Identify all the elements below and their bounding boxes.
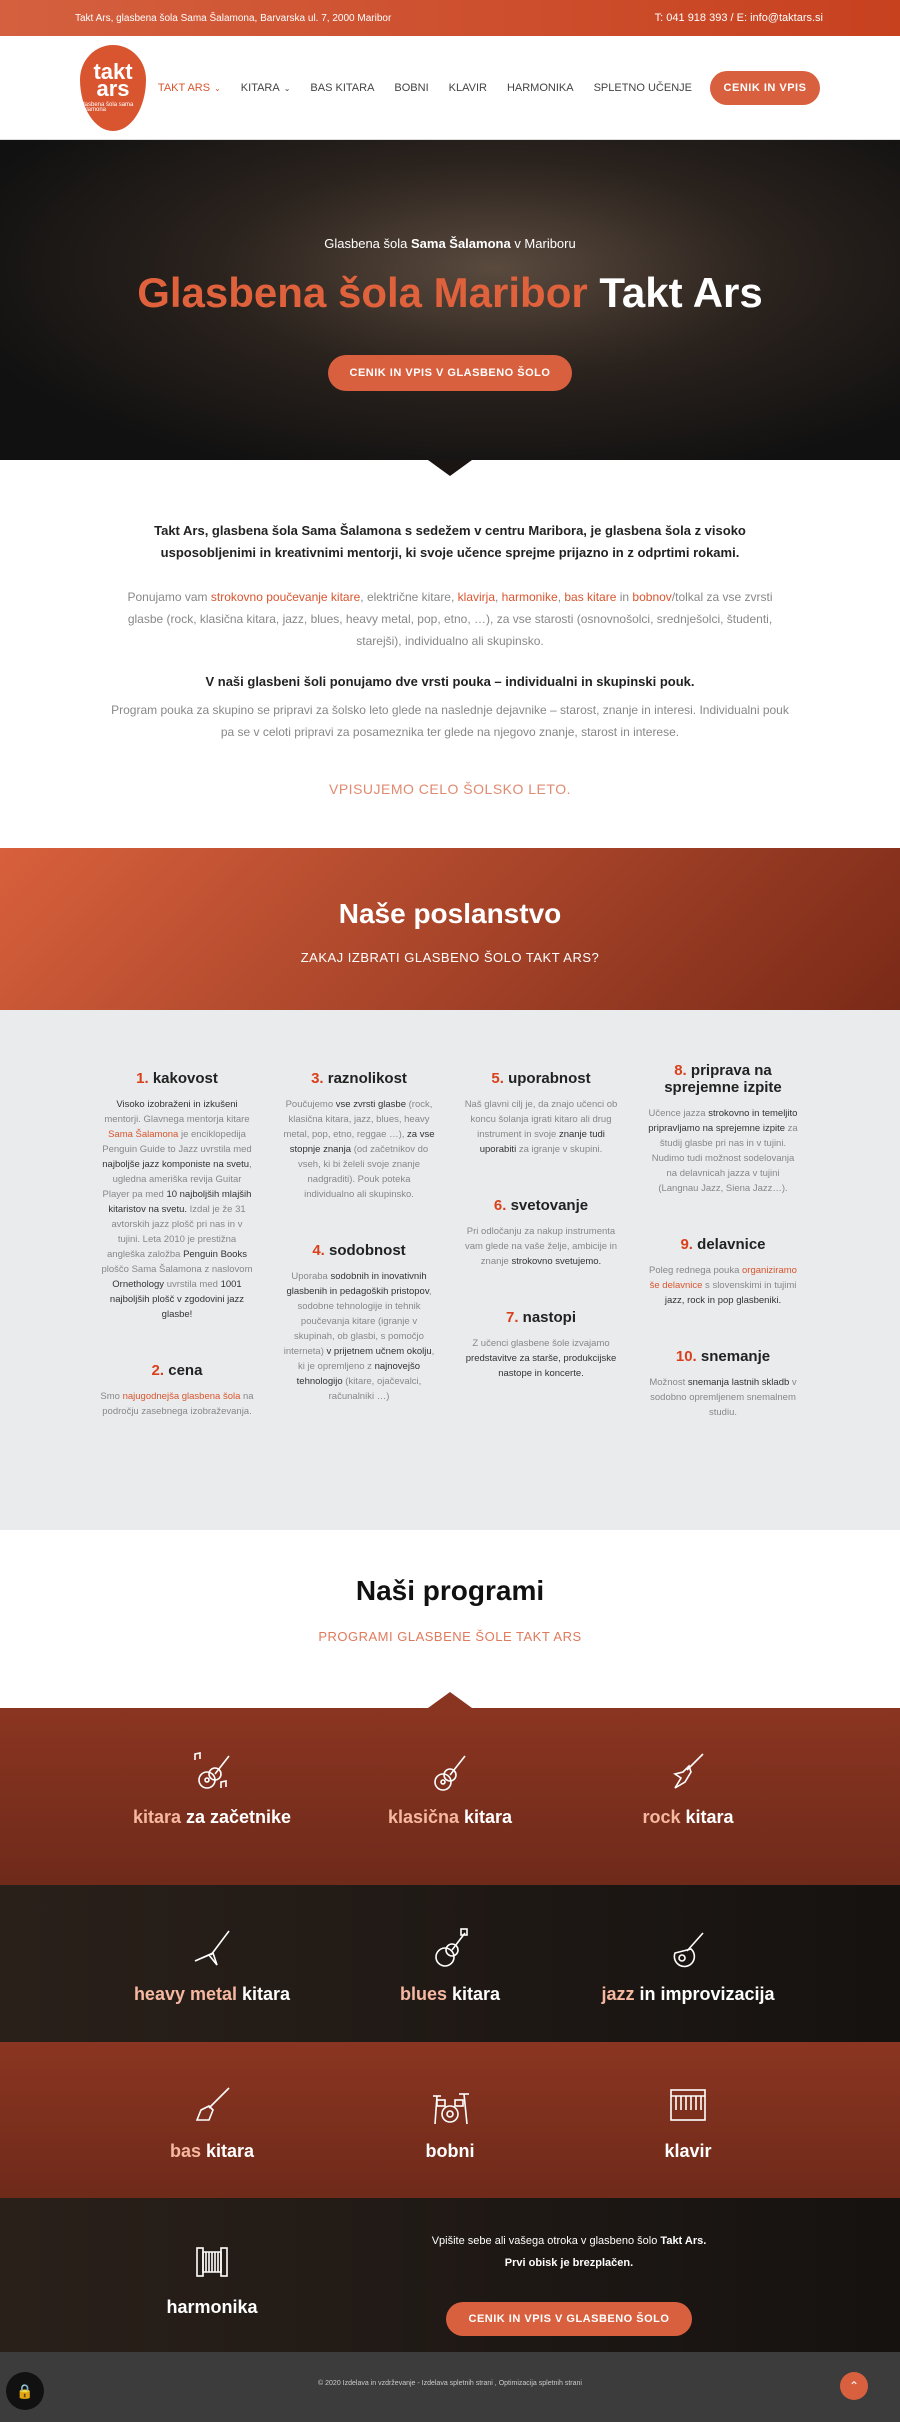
feature-text xyxy=(464,1224,618,1269)
cta-line-2: Prvi obisk je brezplačen. xyxy=(504,2257,634,2269)
program-label xyxy=(93,1984,331,2005)
flying-v-guitar-icon xyxy=(189,1958,235,1975)
footer-text: © 2020 Izdelava in vzdrževanje - Izdelava spletnih strani , Optimizacija spletnih strani xyxy=(318,2380,582,2387)
text-segment: za vse stopnje znanja xyxy=(289,1129,435,1155)
programs-subtitle: PROGRAMI GLASBENE ŠOLE TAKT ARS xyxy=(318,1629,582,1644)
text-segment: Poleg rednega pouka xyxy=(649,1265,743,1276)
feature-item xyxy=(100,1362,254,1419)
feature-title-text: delavnice xyxy=(697,1236,766,1253)
logo[interactable] xyxy=(80,45,146,131)
text-segment: za študij glasbe pri nas in v tujini. Nudimo tudi možnost sodelovanja na delavnicah jazza v tujini (Langnau Jazz, Siena Jazz…). xyxy=(651,1123,798,1194)
lock-icon[interactable]: 🔒 xyxy=(6,2372,44,2410)
text-segment: 1001 najboljših plošč v zgodovini jazz glasbe! xyxy=(109,1279,245,1320)
text-segment: (osnovnošolci, srednješolci, študenti, starejši), xyxy=(356,612,773,648)
feature-title-text: sodobnost xyxy=(329,1242,406,1259)
hero-title-white: Takt Ars xyxy=(599,269,763,316)
feature-title-text: kakovost xyxy=(152,1070,218,1087)
program-card-jazz-in-improvizacija[interactable] xyxy=(569,1885,807,2042)
text-segment: za vse zvrsti glasbe xyxy=(127,590,773,626)
program-label-text: za začetnike xyxy=(180,1807,292,1827)
program-label xyxy=(93,1807,331,1828)
program-label-highlight: kitara xyxy=(132,1807,181,1827)
programs-title: Naši programi xyxy=(355,1575,545,1606)
program-label-highlight: jazz xyxy=(601,1984,635,2004)
blues-guitar-icon xyxy=(427,1958,473,1975)
feature-text xyxy=(464,1336,618,1381)
logo-text: ars xyxy=(96,76,130,102)
acoustic-guitar-notes-icon xyxy=(189,1781,235,1798)
nav-item-bobni[interactable] xyxy=(394,82,428,94)
feature-text xyxy=(646,1375,800,1420)
accordion-icon xyxy=(189,2271,235,2288)
feature-column xyxy=(100,1070,254,1530)
text-segment: znanje tudi uporabiti xyxy=(479,1129,605,1155)
text-segment: Izdal je že 31 avtorskih jazz plošč pri nas in v tujini. Leta 2010 je prestižna angleška založba xyxy=(107,1204,246,1260)
features-section xyxy=(0,1010,900,1530)
cta-text: Vpišite sebe ali vašega otroka v glasbeno šolo xyxy=(431,2235,661,2247)
program-label xyxy=(569,1984,807,2005)
feature-text xyxy=(646,1106,800,1196)
program-label-highlight: klasična xyxy=(387,1807,459,1827)
electric-guitar-icon xyxy=(665,1781,711,1798)
text-segment: na področju zasebnega izobraževanja. xyxy=(102,1391,254,1417)
cta-enroll-button[interactable]: CENIK IN VPIS V GLASBENO ŠOLO xyxy=(446,2302,692,2336)
text-segment: v sodobno opremljenem snemalnem studiu. xyxy=(650,1377,797,1418)
programs-row xyxy=(0,1708,900,1885)
program-label xyxy=(331,1984,569,2005)
text-segment: individualno ali skupinsko xyxy=(404,634,541,648)
feature-item xyxy=(464,1070,618,1157)
nav-item-label: KITARA xyxy=(240,81,280,94)
cta-bold: Takt Ars. xyxy=(660,2235,707,2247)
program-label xyxy=(569,2141,807,2162)
pricing-enroll-button[interactable]: CENIK IN VPIS xyxy=(710,71,820,105)
text-link[interactable]: klavirja xyxy=(457,590,495,604)
program-label-text: kitara xyxy=(680,1807,734,1827)
text-segment: vse zvrsti glasbe xyxy=(335,1099,406,1110)
program-label-highlight: rock xyxy=(642,1807,681,1827)
text-segment: ploščo Sama Šalamona z naslovom xyxy=(101,1264,253,1275)
feature-title xyxy=(464,1070,618,1087)
mission-title: Naše poslanstvo xyxy=(338,898,562,929)
enroll-cta xyxy=(331,2198,807,2352)
program-card-bas-kitara[interactable] xyxy=(93,2042,331,2198)
feature-title xyxy=(464,1197,618,1214)
feature-title-text: snemanje xyxy=(700,1348,771,1365)
feature-item xyxy=(464,1309,618,1381)
feature-number: 2. xyxy=(151,1362,165,1379)
intro-offer xyxy=(110,586,790,652)
feature-title xyxy=(464,1309,618,1326)
nav-item-label: KLAVIR xyxy=(448,81,487,94)
feature-text xyxy=(282,1097,436,1202)
program-label xyxy=(331,2141,569,2162)
text-segment: najboljše jazz komponiste na svetu xyxy=(102,1159,250,1170)
text-link[interactable]: harmonike xyxy=(501,590,558,604)
feature-item xyxy=(646,1062,800,1196)
enroll-notice: VPISUJEMO CELO ŠOLSKO LETO. xyxy=(329,781,571,797)
intro-lesson-types: V naši glasbeni šoli ponujamo dve vrsti pouka – individualni in skupinski pouk. xyxy=(205,674,695,689)
logo-tagline: glasbena šola sama šalamona xyxy=(80,101,134,113)
feature-title xyxy=(100,1362,254,1379)
feature-column xyxy=(464,1070,618,1530)
text-segment: sodobnih in inovativnih glasbenih in pedagoških pristopov xyxy=(286,1271,429,1297)
program-label-text: kitara xyxy=(200,2141,255,2161)
text-segment: strokovno in temeljito pripravljamo na sprejemne izpite xyxy=(648,1108,798,1134)
text-segment: s slovenskimi in tujimi xyxy=(702,1280,797,1291)
text-segment: , xyxy=(495,590,502,604)
text-segment: Naš glavni cilj je, da znajo učenci ob koncu šolanja igrati kitaro ali drug instrument in svoje xyxy=(464,1099,618,1140)
hero xyxy=(0,140,900,460)
text-segment: jazz, rock in pop glasbeniki. xyxy=(664,1295,782,1306)
text-segment: , ugledna ameriška revija Guitar Player pa med xyxy=(102,1159,252,1200)
text-link[interactable]: organiziramo še delavnice xyxy=(649,1265,797,1291)
nav-item-takt-ars[interactable] xyxy=(158,82,221,94)
hero-subtitle-bold: Sama Šalamona xyxy=(410,236,511,251)
text-link[interactable]: bobnov xyxy=(632,590,672,604)
hero-subtitle xyxy=(0,140,900,251)
text-segment: (rock, klasična kitara, jazz, blues, heavy metal, pop, etno, …), xyxy=(163,612,497,626)
program-label-highlight: bas xyxy=(169,2141,201,2161)
feature-number: 8. xyxy=(674,1062,687,1079)
text-segment: , sodobne tehnologije in tehnik poučevanja kitare (igranje v skupinah, ob glasbi, s pomočjo interneta) xyxy=(283,1286,432,1357)
text-segment: strokovno svetujemo. xyxy=(511,1256,602,1267)
program-label-text: bobni xyxy=(425,2141,475,2161)
feature-text xyxy=(100,1097,254,1322)
text-segment: Možnost xyxy=(649,1377,688,1388)
hero-enroll-button[interactable]: CENIK IN VPIS V GLASBENO ŠOLO xyxy=(328,355,572,391)
program-label-text: kitara xyxy=(459,1807,513,1827)
feature-title-text: uporabnost xyxy=(508,1070,591,1087)
intro-program: Program pouka za skupino se pripravi za šolsko leto glede na naslednje dejavnike – starost, znanje in interesi. Individualni pouk pa se v celoti pripravi za posameznika ter glede na njegovo znanje, starost in interese. xyxy=(111,703,789,739)
top-bar xyxy=(0,0,900,36)
text-segment: 10 najboljših mlajših kitaristov na svetu. xyxy=(108,1189,252,1215)
program-label-text: kitara xyxy=(237,1984,291,2004)
feature-title-text: svetovanje xyxy=(510,1197,589,1214)
feature-title xyxy=(646,1236,800,1253)
piano-icon xyxy=(665,2115,711,2132)
feature-title-text: nastopi xyxy=(522,1309,577,1326)
mission-subtitle: ZAKAJ IZBRATI GLASBENO ŠOLO TAKT ARS? xyxy=(300,950,600,965)
nav-item-klavir[interactable] xyxy=(449,82,487,94)
nav-item-kitara[interactable] xyxy=(241,82,291,94)
address-text: Takt Ars, glasbena šola Sama Šalamona, Barvarska ul. 7, 2000 Maribor xyxy=(75,12,392,24)
text-segment: , xyxy=(557,590,565,604)
nav-item-label: TAKT ARS xyxy=(157,81,211,94)
feature-number: 9. xyxy=(680,1236,693,1253)
classical-guitar-icon xyxy=(427,1781,473,1798)
text-segment: je enciklopedija Penguin Guide to Jazz uvrstila med xyxy=(102,1129,252,1155)
contact-text[interactable]: T: 041 918 393 / E: info@taktars.si xyxy=(654,12,823,24)
feature-text xyxy=(100,1389,254,1419)
program-label xyxy=(93,2297,331,2318)
feature-item xyxy=(282,1070,436,1202)
text-segment: Uporaba xyxy=(291,1271,331,1282)
nav-item-bas-kitara[interactable] xyxy=(310,82,374,94)
text-link[interactable]: najugodnejša glasbena šola xyxy=(122,1391,241,1402)
main-nav xyxy=(158,82,692,94)
text-segment: Učence jazza xyxy=(648,1108,709,1119)
program-card-rock-kitara[interactable] xyxy=(569,1708,807,1885)
program-card-klavir[interactable] xyxy=(569,2042,807,2198)
text-segment: Poučujemo xyxy=(285,1099,336,1110)
program-card-klasična-kitara[interactable] xyxy=(331,1708,569,1885)
program-label xyxy=(569,1807,807,1828)
feature-title-text: raznolikost xyxy=(327,1070,407,1087)
text-segment: Ponujamo vam xyxy=(127,590,211,604)
text-segment: . xyxy=(540,634,544,648)
feature-item xyxy=(464,1197,618,1269)
programs-header xyxy=(0,1530,900,1708)
program-label-text: kitara xyxy=(446,1984,501,2004)
programs-grid xyxy=(0,1708,900,2352)
nav-item-harmonika[interactable] xyxy=(507,82,574,94)
nav-item-label: BAS KITARA xyxy=(310,81,375,94)
feature-item xyxy=(646,1236,800,1308)
feature-item xyxy=(282,1242,436,1404)
program-label-highlight: blues xyxy=(399,1984,447,2004)
program-card-kitara-za-začetnike[interactable] xyxy=(93,1708,331,1885)
program-label-text: harmonika xyxy=(166,2297,258,2317)
intro-lead: Takt Ars, glasbena šola Sama Šalamona s sedežem v centru Maribora, je glasbena šola z visoko usposobljenimi in kreativnimi mentorji, ki svoje učence sprejme prijazno in z odprtimi rokami. xyxy=(154,523,746,560)
feature-title-text: priprava na sprejemne izpite xyxy=(664,1062,782,1096)
text-segment: Smo xyxy=(100,1391,123,1402)
feature-number: 6. xyxy=(493,1197,507,1214)
text-link[interactable]: Sama Šalamona xyxy=(108,1129,179,1140)
nav-item-spletno-učenje[interactable] xyxy=(594,82,692,94)
feature-text xyxy=(282,1269,436,1404)
feature-number: 4. xyxy=(312,1242,325,1259)
program-label-text: in improvizacija xyxy=(634,1984,775,2004)
text-segment: , ki je opremljeno z xyxy=(298,1346,435,1372)
program-label-text: klavir xyxy=(664,2141,712,2161)
chevron-up-icon: ⌃ xyxy=(848,2379,860,2393)
text-segment: uvrstila med xyxy=(164,1279,221,1290)
text-link[interactable]: bas kitare xyxy=(564,590,617,604)
program-label-highlight: heavy metal xyxy=(133,1984,237,2004)
text-segment: Pri odločanju za nakup instrumenta vam glede na vaše želje, ambicije in znanje xyxy=(464,1226,618,1267)
feature-title xyxy=(646,1348,800,1365)
hero-title xyxy=(0,269,900,317)
programs-row xyxy=(0,1885,900,2042)
feature-number: 3. xyxy=(311,1070,324,1087)
text-segment: mentorji. Glavnega mentorja kitare xyxy=(104,1114,250,1125)
text-segment: Visoko izobraženi in izkušeni xyxy=(116,1099,238,1110)
text-segment: , električne kitare, xyxy=(360,590,458,604)
text-segment: Z učenci glasbene šole izvajamo xyxy=(472,1338,610,1349)
feature-number: 1. xyxy=(136,1070,149,1087)
feature-number: 5. xyxy=(491,1070,504,1087)
feature-title-text: cena xyxy=(168,1362,203,1379)
text-segment: (od začetnikov do vseh, ki bi želeli svoje znanje nadgraditi). Pouk poteka individualno ali skupinsko. xyxy=(298,1144,429,1200)
program-card-blues-kitara[interactable] xyxy=(331,1885,569,2042)
text-segment: (rock, klasična kitara, jazz, blues, heavy metal, pop, etno, reggae …), xyxy=(283,1099,433,1140)
program-label xyxy=(331,1807,569,1828)
text-segment: Ornethology xyxy=(112,1279,165,1290)
feature-title xyxy=(646,1062,800,1096)
bass-guitar-icon xyxy=(189,2115,235,2132)
feature-title xyxy=(282,1242,436,1259)
nav-item-label: HARMONIKA xyxy=(506,81,574,94)
hero-subtitle-text: Glasbena šola xyxy=(324,236,411,251)
feature-column xyxy=(646,1062,800,1530)
program-card-heavy metal-kitara[interactable] xyxy=(93,1885,331,2042)
hero-title-orange: Glasbena šola Maribor xyxy=(137,269,588,316)
text-segment: Penguin Books xyxy=(183,1249,247,1260)
text-segment: predstavitve za starše, produkcijske nastope in koncerte. xyxy=(465,1353,617,1379)
feature-title xyxy=(100,1070,254,1087)
text-link[interactable]: strokovno poučevanje kitare xyxy=(210,590,361,604)
feature-number: 7. xyxy=(505,1309,519,1326)
program-label xyxy=(93,2141,331,2162)
chevron-down-icon: ⌄ xyxy=(283,83,291,93)
text-segment: /tolkal xyxy=(671,590,707,604)
site-header xyxy=(0,36,900,140)
programs-row xyxy=(0,2198,900,2352)
text-segment: in xyxy=(616,590,633,604)
programs-row xyxy=(0,2042,900,2198)
text-segment: najnovejšo tehnologijo xyxy=(296,1361,420,1387)
mission-section xyxy=(0,848,900,1010)
feature-number: 10. xyxy=(675,1348,697,1365)
hero-subtitle-text: v Mariboru xyxy=(510,236,576,251)
feature-text xyxy=(646,1263,800,1308)
text-segment: snemanja lastnih skladb xyxy=(687,1377,790,1388)
scroll-to-top-button[interactable] xyxy=(840,2372,868,2400)
feature-item xyxy=(646,1348,800,1420)
footer xyxy=(0,2352,900,2422)
feature-text xyxy=(464,1097,618,1157)
program-card-harmonika[interactable] xyxy=(93,2198,331,2352)
feature-title xyxy=(282,1070,436,1087)
text-segment: v prijetnem učnem okolju xyxy=(326,1346,432,1357)
feature-item xyxy=(100,1070,254,1322)
section-arrow xyxy=(428,1692,472,1708)
text-segment: (kitare, ojačevalci, računalniki …) xyxy=(328,1376,422,1402)
text-segment: za vse starosti xyxy=(496,612,574,626)
program-card-bobni[interactable] xyxy=(331,2042,569,2198)
cta-line-1 xyxy=(331,2230,807,2252)
logo-text: takt xyxy=(93,58,133,84)
drums-icon xyxy=(427,2115,473,2132)
jazz-guitar-icon xyxy=(665,1958,711,1975)
chevron-down-icon: ⌄ xyxy=(214,83,221,93)
intro-section xyxy=(0,460,900,848)
nav-item-label: BOBNI xyxy=(394,81,429,94)
feature-column xyxy=(282,1070,436,1530)
text-segment: za igranje v skupini. xyxy=(516,1144,603,1155)
nav-item-label: SPLETNO UČENJE xyxy=(593,81,692,94)
